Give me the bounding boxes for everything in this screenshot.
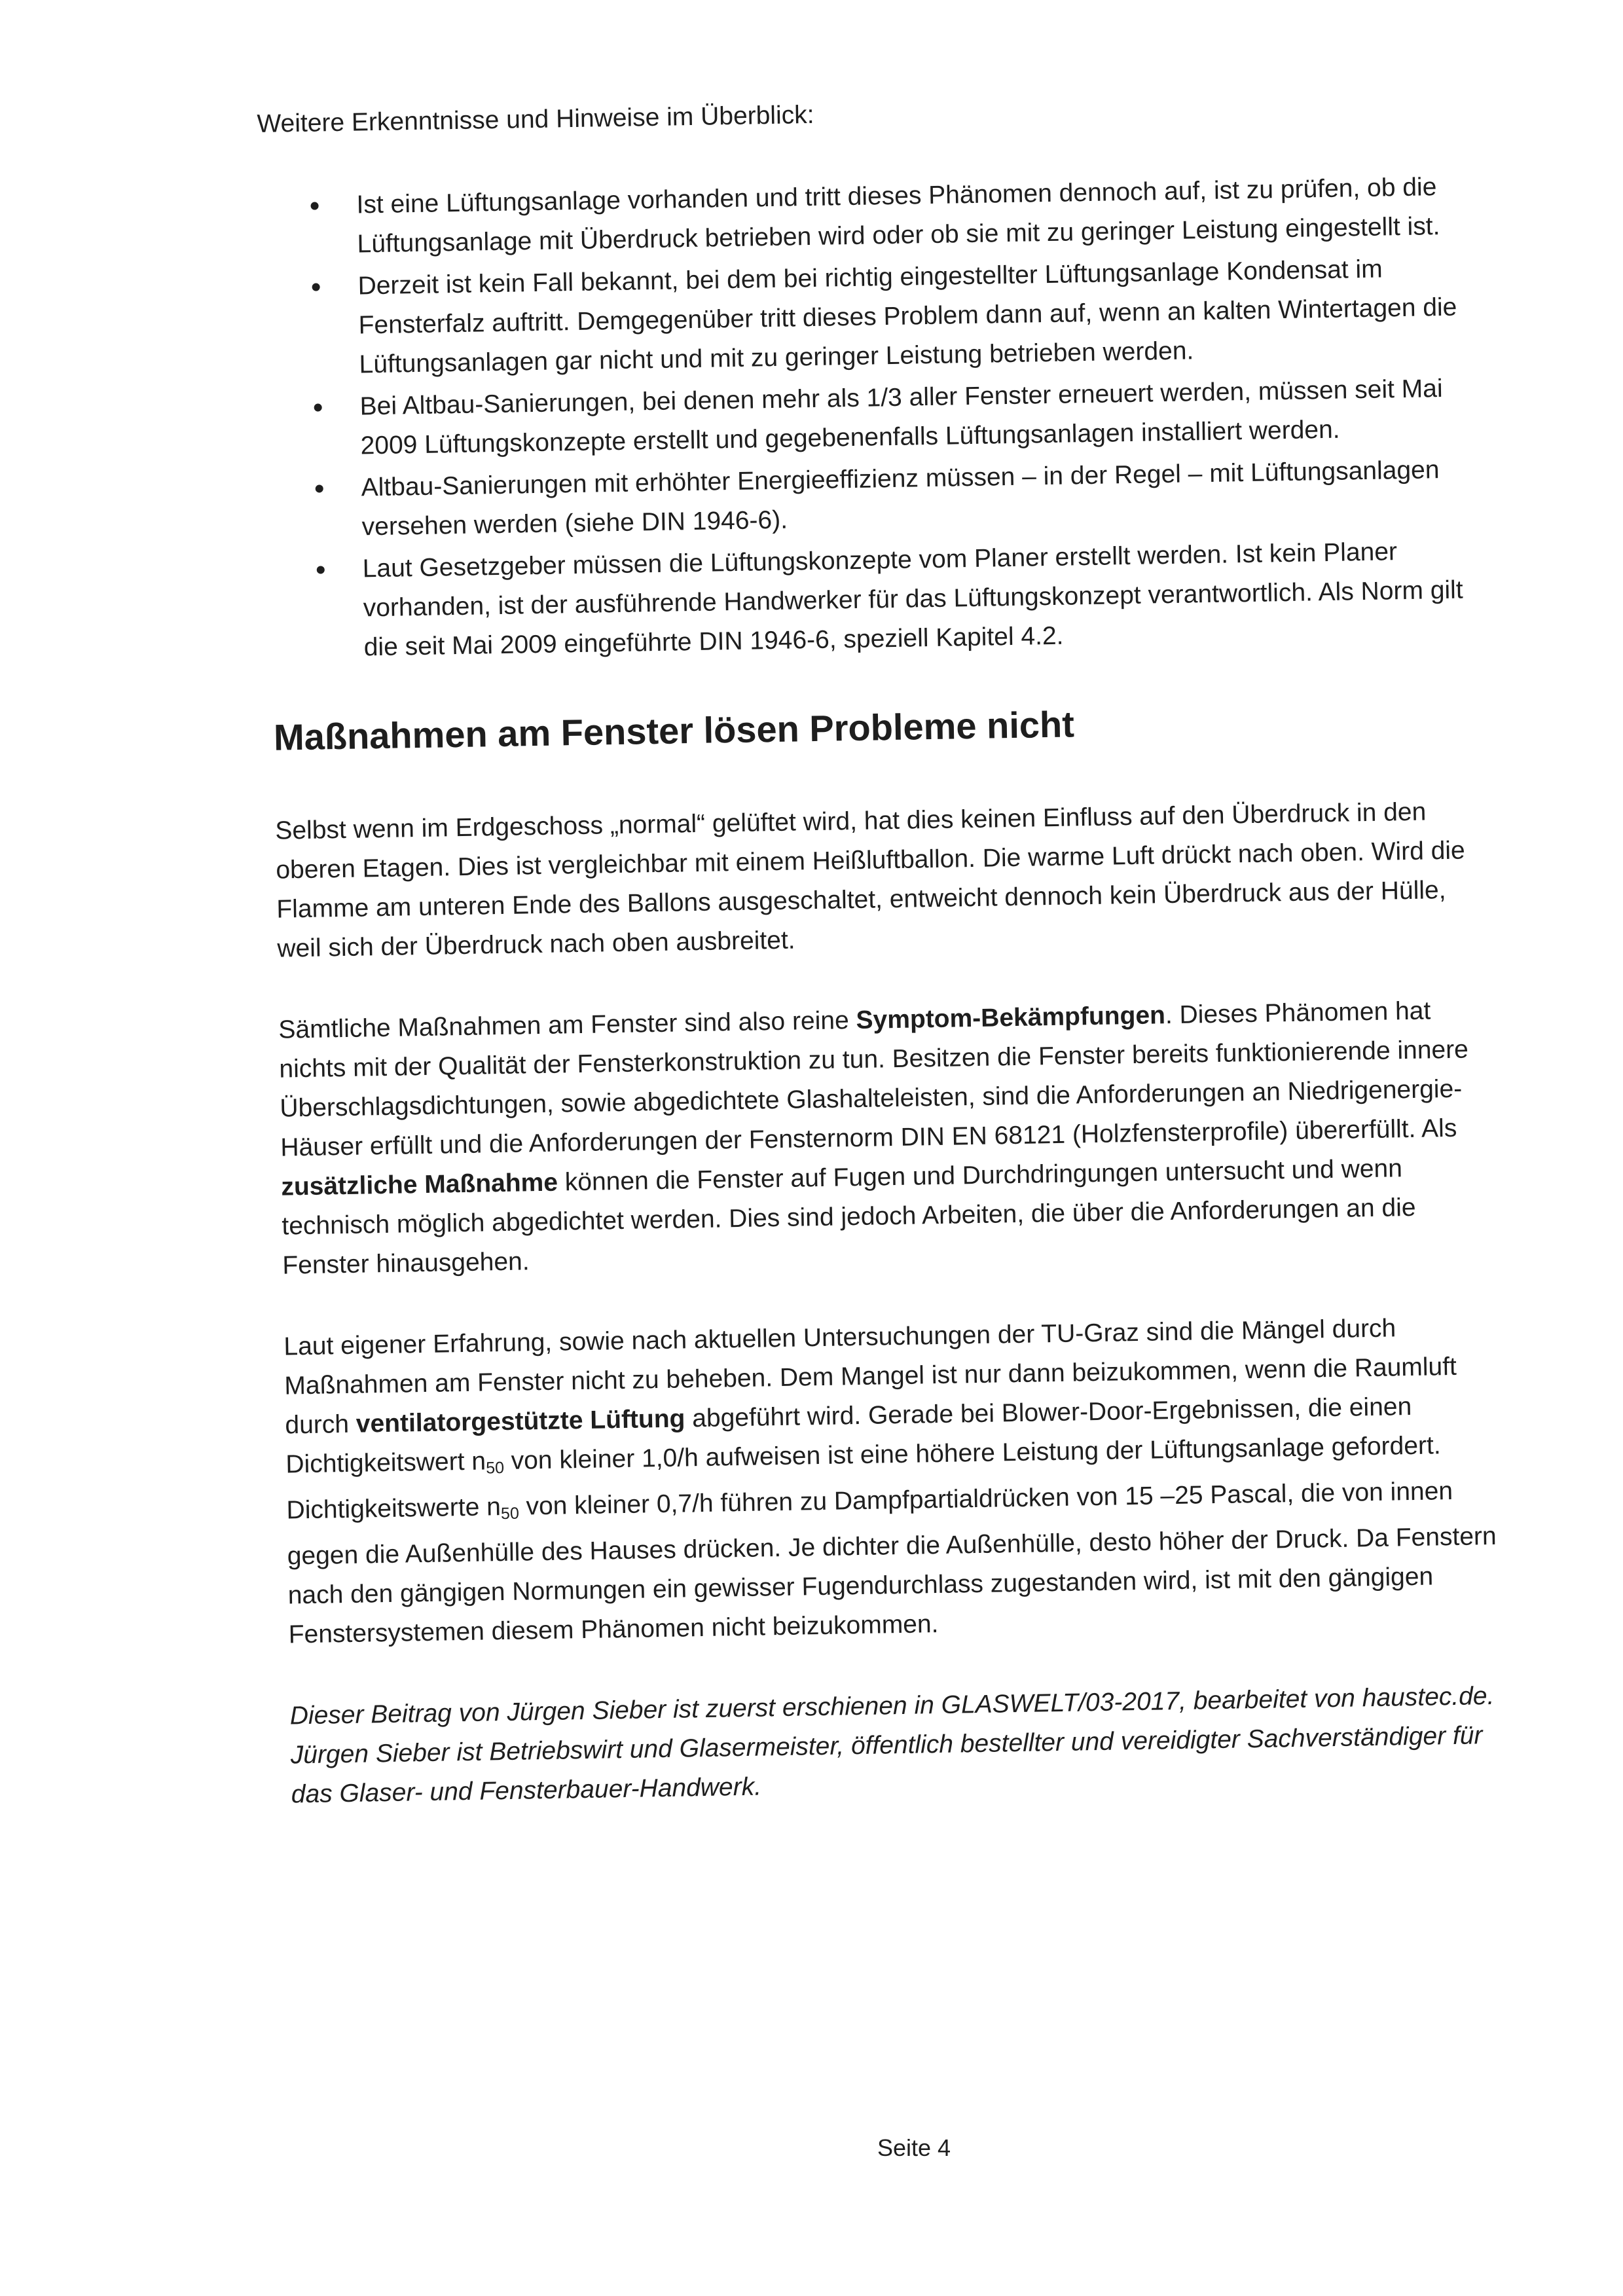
notes-list — [258, 166, 1510, 668]
paragraph-text: Laut eigener Erfahrung, sowie nach aktuellen Untersuchungen der TU-Graz sind die Mängel durch Maßnahmen am Fenster nicht zu beheben. Dem Mangel ist nur dann beizukommen, wenn die Raumluft durch — [283, 1314, 1457, 1440]
emphasis-text: Symptom-Bekämpfungen — [856, 1001, 1166, 1035]
bullet-dot-icon — [310, 202, 318, 210]
list-item-text: Bei Altbau-Sanierungen, bei denen mehr als 1/3 aller Fenster erneuert werden, müssen seit Mai 2009 Lüftungskonzepte erstellt und gegebenenfalls Lüftungsanlagen installiert werden. — [359, 374, 1443, 460]
paragraph-ventilation — [283, 1307, 1506, 1655]
list-item-text: Altbau-Sanierungen mit erhöhter Energieeffizienz müssen – in der Regel – mit Lüftungsanlagen versehen werden (siehe DIN 1946-6). — [361, 456, 1440, 541]
subscript-text: 50 — [500, 1504, 520, 1523]
list-item-text: Derzeit ist kein Fall bekannt, bei dem bei richtig eingestellter Lüftungsanlage Kondensat im Fensterfalz auftritt. Demgegenüber tritt dieses Problem dann auf, wenn an kalten Wintertagen die Lüftungsanlagen gar nicht und mit zu geringer Leistung betrieben werden. — [357, 255, 1457, 379]
page-number: Seite 4 — [877, 2134, 951, 2161]
author-credit: Dieser Beitrag von Jürgen Sieber ist zuerst erschienen in GLASWELT/03-2017, bearbeitet von haustec.de. Jürgen Sieber ist Betriebswirt und Glasermeister, öffentlich bestellter und vereidigter Sachverständiger für das Glaser- und Fensterbauer-Handwerk. — [289, 1681, 1495, 1809]
paragraph-text: können die Fenster auf Fugen und Durchdringungen untersucht und wenn technisch möglich abgedichtet werden. Dies sind jedoch Arbeiten, die über die Anforderungen an die Fenster hinausgehen. — [282, 1154, 1416, 1280]
bullet-dot-icon — [314, 403, 322, 411]
paragraph-text: abgeführt wird. Gerade bei Blower-Door-Ergebnissen, die einen Dichtigkeitswert n — [285, 1393, 1412, 1479]
emphasis-text: ventilatorgestützte Lüftung — [356, 1404, 685, 1438]
subscript-text: 50 — [485, 1459, 505, 1478]
list-item-text: Ist eine Lüftungsanlage vorhanden und tritt dieses Phänomen dennoch auf, ist zu prüfen, ob die Lüftungsanlage mit Überdruck betrieben wird oder ob sie mit zu geringer Leistung eingestellt ist. — [356, 173, 1440, 259]
bullet-dot-icon — [317, 566, 325, 574]
bullet-dot-icon — [312, 283, 320, 291]
bullet-dot-icon — [316, 484, 323, 492]
section-heading: Maßnahmen am Fenster lösen Probleme nicht — [273, 703, 1075, 758]
list-item-text: Laut Gesetzgeber müssen die Lüftungskonzepte vom Planer erstellt werden. Ist kein Planer vorhanden, ist der ausführende Handwerker für das Lüftungskonzept verantwortlich. Als Norm gilt die seit Mai 2009 eingeführte DIN 1946-6, speziell Kapitel 4.2. — [362, 538, 1463, 662]
paragraph-text: Sämtliche Maßnahmen am Fenster sind also reine — [278, 1006, 856, 1044]
list-item — [264, 531, 1477, 669]
paragraph-text: von kleiner 0,7/h führen zu Dampfpartialdrücken von 15 –25 Pascal, die von innen gegen die Außenhülle des Hauses drücken. Je dichter die Außenhülle, desto höher der Druck. Da Fenstern nach den gängigen Normungen ein gewisser Fugendurchlass zugestanden wird, ist mit den gängigen Fenstersystemen diesem Phänomen nicht beizukommen. — [287, 1477, 1497, 1649]
paragraph-hot-air-balloon: Selbst wenn im Erdgeschoss „normal“ gelüftet wird, hat dies keinen Einfluss auf den Überdruck in den oberen Etagen. Dies ist vergleichbar mit einem Heißluftballon. Die warme Luft drückt nach oben. Wird die Flamme am unteren Ende des Ballons ausgeschaltet, entweicht dennoch kein Überdruck aus der Hülle, weil sich der Überdruck nach oben ausbreitet. — [275, 797, 1466, 963]
page-content — [257, 84, 1529, 1814]
paragraph-text: von kleiner 1,0/h aufweisen ist eine höhere Leistung der Lüftungsanlage gefordert. Dichtigkeitswerte n — [286, 1431, 1441, 1525]
paragraph-symptom-treatment — [278, 991, 1501, 1286]
emphasis-text: zusätzliche Maßnahme — [281, 1168, 558, 1201]
paragraph-text: . Dieses Phänomen hat nichts mit der Qualität der Fensterkonstruktion zu tun. Besitzen die Fenster bereits funktionierende innere Überschlagsdichtungen, sowie abgedichtete Glashalteleisten, sind die Anforderungen an Niedrigenergie-Häuser erfüllt und die Anforderungen der Fensternorm DIN EN 68121 (Holzfensterprofile) übererfüllt. Als — [279, 996, 1469, 1162]
list-item — [259, 248, 1472, 386]
intro-line: Weitere Erkenntnisse und Hinweise im Überblick: — [257, 100, 814, 138]
